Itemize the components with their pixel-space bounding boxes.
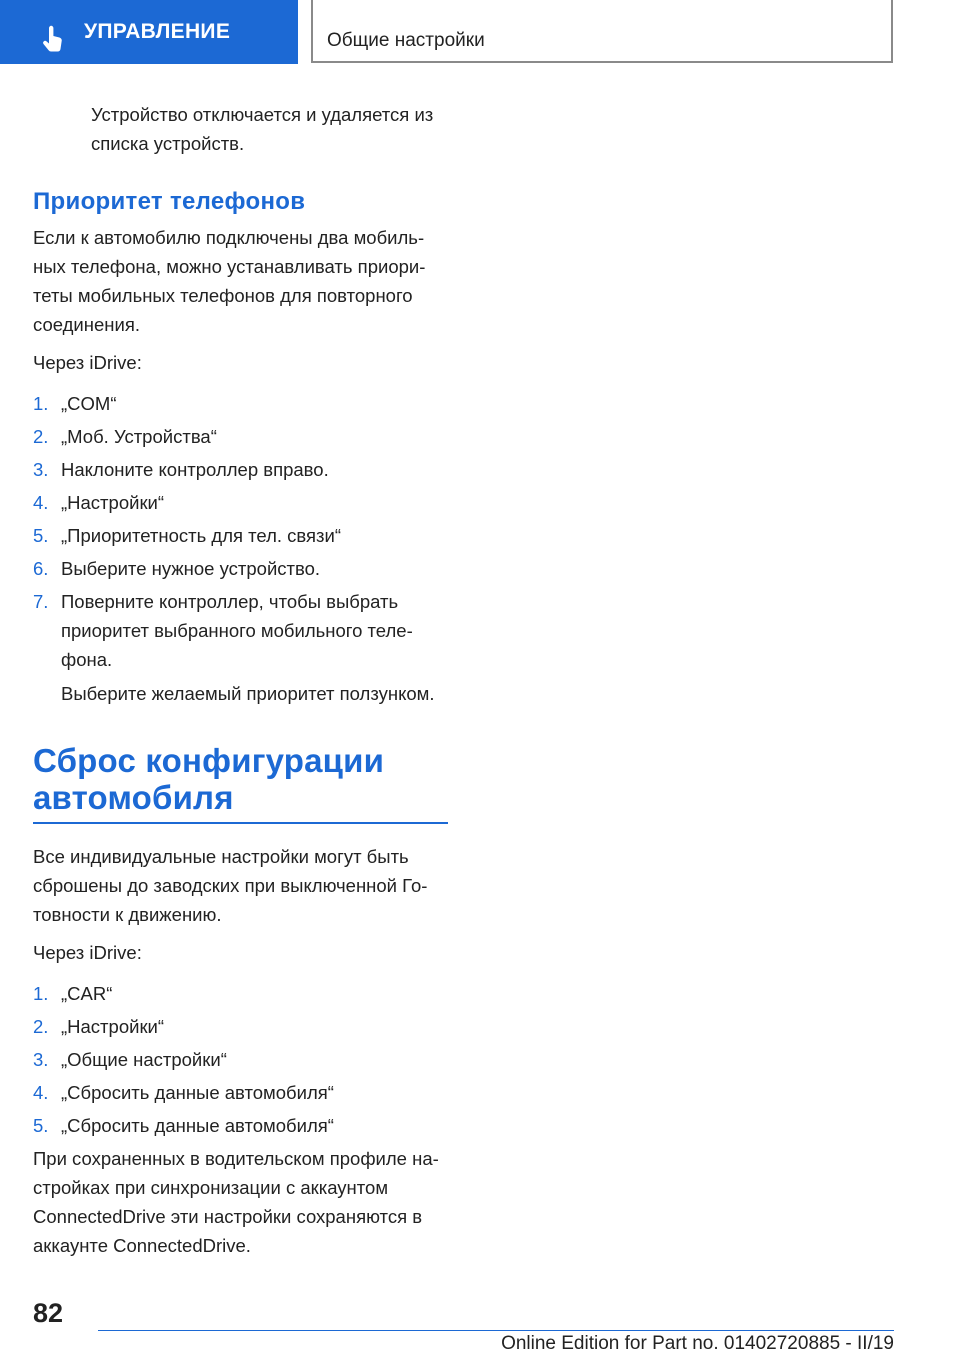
chapter-label: Общие настройки [327,30,485,51]
page-content [33,100,448,1260]
phone-priority-via: Через iDrive: [33,352,142,373]
reset-closing: При сохраненных в водительском профиле на-стройках при синхронизации с аккаунтом ConnectedDrive эти настройки сохраняются в аккаунте ConnectedDrive. [33,1148,439,1256]
list-item: 6. Выберите нужное устройство. [33,558,321,579]
touch-hand-icon [40,24,66,54]
list-item: 1. „CAR“ [33,983,113,1004]
chapter-header [311,0,893,63]
footer-edition: Online Edition for Part no. 01402720885 - II/19 [501,1333,894,1354]
list-item: 4. „Настройки“ [33,492,165,513]
step-note: Выберите желаемый приоритет ползунком. [61,683,435,704]
intro-text: Устройство отключается и удаляется из списка устройств. [91,104,434,154]
phone-priority-heading: Приоритет телефонов [33,188,306,215]
list-item: 1. „COM“ [33,393,117,414]
list-item: 3. Наклоните контроллер вправо. [33,459,329,480]
page-number: 82 [33,1298,64,1328]
list-item: 4. „Сбросить данные автомобиля“ [33,1082,334,1103]
list-item: 5. „Сбросить данные автомобиля“ [33,1115,334,1136]
section-label: УПРАВЛЕНИЕ [84,20,231,43]
phone-priority-steps [33,389,448,708]
list-item: 5. „Приоритетность для тел. связи“ [33,525,342,546]
list-item: 2. „Настройки“ [33,1016,165,1037]
reset-steps [33,979,448,1140]
reset-heading: Сброс конфигурации автомобиля [33,742,385,816]
heading-divider [33,822,448,824]
phone-priority-body: Если к автомобилю подключены два мобиль-ных телефона, можно устанавливать приори-теты мобильных телефонов для повторного соединения. [33,227,426,335]
footer-divider [98,1330,894,1331]
section-tab[interactable] [0,0,298,64]
reset-via: Через iDrive: [33,942,142,963]
list-item: 3. „Общие настройки“ [33,1049,227,1070]
list-item: 7. Поверните контроллер, чтобы выбрать приоритет выбранного мобильного теле-фона. Выберите желаемый приоритет ползунком. [33,587,448,708]
list-item: 2. „Моб. Устройства“ [33,426,217,447]
reset-body: Все индивидуальные настройки могут быть сброшены до заводских при выключенной Го-товности к движению. [33,846,428,925]
